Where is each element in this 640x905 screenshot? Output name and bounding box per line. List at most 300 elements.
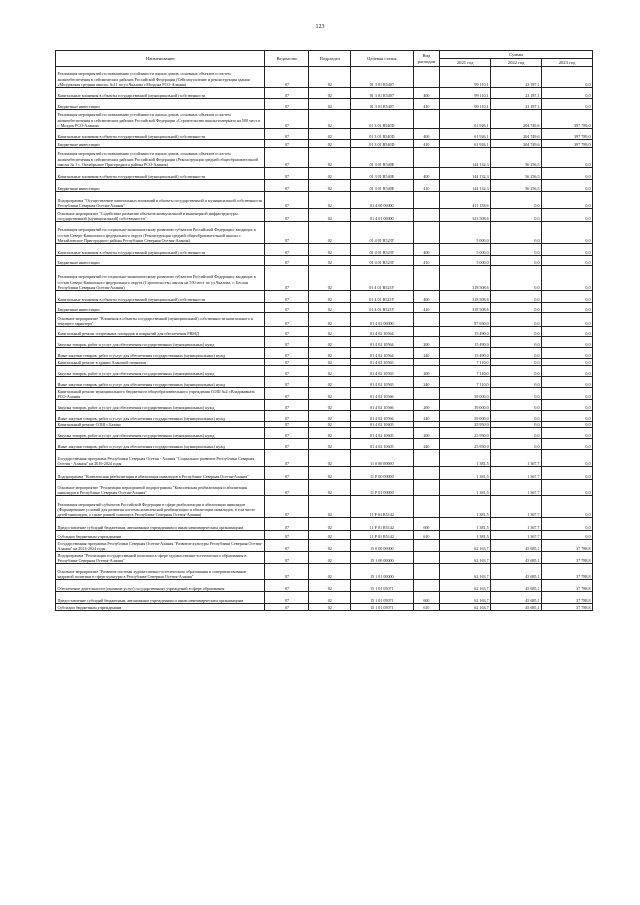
row-sum-2022: 1 367,7 [491,467,542,480]
row-expense-type [413,222,440,244]
row-sum-2023: 0,0 [542,359,593,366]
row-target-article: 01 3 01 R5407 [351,88,413,99]
row-target-article: 11 Р 01 R5142 [351,496,413,518]
row-sum-2022: 56 256,5 [491,148,542,168]
row-expense-type: 240 [413,411,440,422]
row-target-article: 01 3 01 R540D [351,140,413,148]
row-sum-2021: 61 926,1 [440,129,491,140]
row-sum-2021: 1 381,5 [440,450,491,467]
row-subsection: 02 [309,428,351,439]
table-row [56,604,593,611]
row-target-article: 01 4 02 10566 [351,400,413,411]
table-row [56,291,593,303]
row-subsection: 02 [309,192,351,209]
row-sum-2022: 0,0 [491,209,542,222]
row-subsection: 02 [309,377,351,388]
row-subsection: 02 [309,366,351,377]
row-target-article: 01 4 01 R523У [351,291,413,303]
row-name: Бюджетные инвестиции [56,303,265,313]
row-sum-2022: 0,0 [491,359,542,366]
row-subsection: 02 [309,266,351,291]
row-sum-2023: 0,0 [542,222,593,244]
row-sum-2023: 0,0 [542,266,593,291]
row-expense-type [413,110,440,129]
row-sum-2022: 56 256,5 [491,180,542,192]
row-expense-type: 410 [413,99,440,110]
row-target-article: 01 4 02 10566 [351,411,413,422]
row-subsection: 02 [309,388,351,400]
row-sum-2022: 0,0 [491,266,542,291]
row-department: 07 [265,359,309,366]
row-subsection: 02 [309,540,351,552]
row-subsection: 02 [309,439,351,450]
row-department: 07 [265,348,309,359]
row-subsection: 02 [309,88,351,99]
row-sum-2023: 0,0 [542,99,593,110]
row-name: Государственная программа Республики Северная Осетия-Алания "Развитие культуры Республики Северная Осетия-Алания" на 2014-2024 годы [56,540,265,552]
row-sum-2023: 37 788,8 [542,564,593,580]
row-target-article: 01 3 01 R540D [351,129,413,140]
row-sum-2023: 0,0 [542,192,593,209]
row-name: Субсидии бюджетным учреждениям [56,531,265,540]
row-sum-2021: 1 381,5 [440,518,491,531]
row-sum-2022: 0,0 [491,313,542,327]
row-department: 07 [265,327,309,337]
row-department: 07 [265,552,309,564]
row-department: 07 [265,388,309,400]
row-target-article: 15 1 01 05071 [351,580,413,592]
row-name: Реализация мероприятий по социально-экономическому развитию субъектов Российской Федерации, входящих в состав Северо-Кавказского федерального округа (Строительство школы на 550 мест по ул.Чкалова, с. Беслан Республики Северная Осетия-Алания) [56,266,265,291]
row-subsection: 02 [309,422,351,428]
row-sum-2021: 62 163,7 [440,592,491,604]
row-subsection: 02 [309,313,351,327]
row-name: Реализация мероприятий по повышению устойчивости жилых домов, основных объектов и систем жизнеобеспечения в сейсмических районах Российской Федерации (Реконструкция средней общеобразовательной школы № 1 с. Октябрьское Пригородного района РСО-Алания) [56,148,265,168]
row-name: Бюджетные инвестиции [56,256,265,266]
row-expense-type: 240 [413,348,440,359]
row-name: Бюджетные инвестиции [56,140,265,148]
table-row [56,192,593,209]
row-subsection: 02 [309,564,351,580]
row-expense-type [413,67,440,88]
table-row [56,148,593,168]
row-sum-2022: 45 685,1 [491,552,542,564]
row-sum-2023: 0,0 [542,480,593,496]
row-sum-2023: 397 789,0 [542,140,593,148]
row-target-article: 01 4 02 10565 [351,359,413,366]
row-target-article: 11 Р 01 R5142 [351,531,413,540]
row-sum-2023: 0,0 [542,180,593,192]
header-name: Наименование [56,51,265,67]
row-sum-2021: 7 110,0 [440,359,491,366]
row-name: Предоставление субсидий бюджетным, автономным учреждениям и иным некоммерческим организациям [56,592,265,604]
table-row [56,592,593,604]
row-sum-2022: 1 367,7 [491,531,542,540]
table-row [56,439,593,450]
row-sum-2023: 0,0 [542,88,593,99]
row-department: 07 [265,192,309,209]
row-target-article: 01 4 01 R523Т [351,256,413,266]
header-subsection: Подраздел [309,51,351,67]
row-sum-2021: 25 950,0 [440,428,491,439]
row-target-article: 01 4 01 R523Т [351,244,413,256]
row-expense-type: 410 [413,180,440,192]
row-department: 07 [265,337,309,348]
row-expense-type [413,313,440,327]
row-sum-2022: 0,0 [491,388,542,400]
row-subsection: 02 [309,337,351,348]
row-sum-2022: 0,0 [491,291,542,303]
row-target-article: 01 4 02 10605 [351,428,413,439]
row-name: Капитальные вложения в объекты государственной (муниципальной) собственности [56,88,265,99]
row-sum-2022: 0,0 [491,400,542,411]
table-row [56,88,593,99]
row-name: Подпрограмма "Осуществление капитальных вложений в объекты государственной и муниципальной собственности Республики Северная Осетия-Алания" [56,192,265,209]
row-expense-type [413,467,440,480]
row-expense-type [413,580,440,592]
row-sum-2023: 37 788,8 [542,592,593,604]
row-sum-2023: 37 788,8 [542,552,593,564]
table-row [56,168,593,180]
row-expense-type: 410 [413,140,440,148]
row-expense-type [413,552,440,564]
row-department: 07 [265,303,309,313]
row-expense-type: 240 [413,377,440,388]
row-target-article: 01 4 01 00000 [351,209,413,222]
row-sum-2022: 204 749,6 [491,140,542,148]
table-row [56,480,593,496]
row-sum-2023: 0,0 [542,327,593,337]
header-sums: Суммы [440,51,593,59]
row-name: Закупка товаров, работ и услуг для обеспечения государственных (муниципальных) нужд [56,400,265,411]
table-row [56,327,593,337]
row-sum-2023: 0,0 [542,411,593,422]
row-sum-2023: 0,0 [542,467,593,480]
row-subsection: 02 [309,148,351,168]
row-expense-type: 610 [413,604,440,611]
row-sum-2022: 1 367,7 [491,480,542,496]
table-row [56,222,593,244]
row-sum-2021: 144 132,3 [440,148,491,168]
table-row [56,359,593,366]
header-target-article: Целевая статья [351,51,413,67]
row-name: Закупка товаров, работ и услуг для обеспечения государственных (муниципальных) нужд [56,366,265,377]
row-subsection: 02 [309,480,351,496]
row-sum-2021: 323 508,6 [440,209,491,222]
row-name: Капитальный ремонт в здании Аланской гимназии [56,359,265,366]
row-target-article: 11 0 00 00000 [351,450,413,467]
row-target-article: 01 4 00 00000 [351,192,413,209]
table-row [56,244,593,256]
row-sum-2022: 23 187,1 [491,67,542,88]
row-sum-2021: 318 508,6 [440,291,491,303]
row-department: 07 [265,67,309,88]
row-subsection: 02 [309,450,351,467]
table-row [56,129,593,140]
row-name: Капитальный ремонт СОШ с.Батако [56,422,265,428]
table-row [56,580,593,592]
row-expense-type: 200 [413,337,440,348]
row-sum-2021: 7 110,0 [440,366,491,377]
row-sum-2023: 0,0 [542,531,593,540]
row-subsection: 02 [309,359,351,366]
row-department: 07 [265,110,309,129]
row-sum-2022: 0,0 [491,303,542,313]
row-sum-2022: 1 367,7 [491,450,542,467]
row-expense-type: 200 [413,366,440,377]
row-sum-2023: 0,0 [542,366,593,377]
row-subsection: 02 [309,327,351,337]
row-name: Капитальные вложения в объекты государственной (муниципальной) собственности [56,168,265,180]
row-sum-2022: 0,0 [491,348,542,359]
row-name: Реализация мероприятий по повышению устойчивости жилых домов, основных объектов и систем жизнеобеспечения в сейсмических районах Российской Федерации «Строительство школы-интерната на 500 мест в г. Моздок РСО-Алания» [56,110,265,129]
row-sum-2022: 204 749,6 [491,129,542,140]
row-subsection: 02 [309,348,351,359]
row-expense-type: 400 [413,88,440,99]
row-sum-2021: 39 000,0 [440,388,491,400]
row-subsection: 02 [309,592,351,604]
row-department: 07 [265,428,309,439]
row-name: Капитальные вложения в объекты государственной (муниципальной) собственности [56,129,265,140]
row-expense-type: 200 [413,400,440,411]
row-sum-2022: 0,0 [491,439,542,450]
row-target-article: 15 1 01 05071 [351,592,413,604]
row-department: 07 [265,99,309,110]
row-department: 07 [265,496,309,518]
row-sum-2023: 0,0 [542,348,593,359]
row-sum-2021: 15 490,0 [440,348,491,359]
row-department: 07 [265,439,309,450]
row-expense-type: 410 [413,303,440,313]
row-name: Реализация мероприятий по социально-экономическому развитию субъектов Российской Федерации, входящих в состав Северо-Кавказского федерального округа (Реконструкция средней общеобразовательной школы с. Михайловское Пригородного района Республики Северная Осетия-Алания) [56,222,265,244]
row-name: Государственная программа Республики Северная Осетия - Алания "Социальное развитие Республики Северная Осетия - Алания" на 2016-2024 годы [56,450,265,467]
row-sum-2022: 0,0 [491,256,542,266]
row-name: Капитальный ремонт муниципального бюджетного общеобразовательного учреждения СОШ №2 г.Владикавказа РСО-Алания [56,388,265,400]
row-target-article: 11 Р 01 R5142 [351,518,413,531]
row-name: Бюджетные инвестиции [56,180,265,192]
row-sum-2023: 0,0 [542,291,593,303]
row-subsection: 02 [309,467,351,480]
row-name: Основное мероприятие "Реализация мероприятий подпрограммы "Комплексная реабилитация и абилитация инвалидов в Республике Северная Осетия-Алания" [56,480,265,496]
table-row [56,428,593,439]
row-target-article: 01 4 02 10565 [351,377,413,388]
row-expense-type: 240 [413,439,440,450]
row-target-article: 11 Р 00 00000 [351,467,413,480]
row-sum-2022: 0,0 [491,244,542,256]
row-department: 07 [265,222,309,244]
page-number: 123 [315,24,325,30]
row-expense-type [413,209,440,222]
row-target-article: 11 Р 01 00000 [351,480,413,496]
row-sum-2021: 62 163,7 [440,540,491,552]
row-subsection: 02 [309,303,351,313]
row-sum-2021: 25 950,0 [440,439,491,450]
row-expense-type [413,540,440,552]
row-sum-2023: 0,0 [542,518,593,531]
row-sum-2023: 0,0 [542,337,593,348]
row-department: 07 [265,266,309,291]
header-expense-type: Вид расходов [413,51,440,67]
row-sum-2023: 0,0 [542,496,593,518]
row-expense-type [413,564,440,580]
row-target-article: 01 4 02 10605 [351,422,413,428]
row-sum-2023: 0,0 [542,303,593,313]
row-sum-2023: 397 789,0 [542,110,593,129]
row-sum-2023: 0,0 [542,244,593,256]
row-department: 07 [265,411,309,422]
table-row [56,337,593,348]
row-sum-2022: 0,0 [491,327,542,337]
row-target-article: 15 0 00 00000 [351,540,413,552]
row-expense-type: 400 [413,168,440,180]
table-row [56,496,593,518]
row-target-article: 15 1 01 05071 [351,604,413,611]
row-department: 07 [265,467,309,480]
row-sum-2021: 99 110,1 [440,88,491,99]
row-sum-2021: 61 926,1 [440,110,491,129]
row-sum-2022: 45 685,1 [491,580,542,592]
table-row [56,518,593,531]
row-department: 07 [265,564,309,580]
row-sum-2021: 87 650,0 [440,313,491,327]
row-department: 07 [265,140,309,148]
row-sum-2021: 5 000,0 [440,244,491,256]
row-sum-2022: 0,0 [491,366,542,377]
table-row [56,564,593,580]
row-subsection: 02 [309,99,351,110]
row-subsection: 02 [309,168,351,180]
row-name: Закупка товаров, работ и услуг для обеспечения государственных (муниципальных) нужд [56,337,265,348]
row-sum-2022: 0,0 [491,411,542,422]
row-sum-2021: 318 508,6 [440,303,491,313]
row-sum-2022: 45 685,1 [491,592,542,604]
row-sum-2021: 411 158,6 [440,192,491,209]
table-row [56,67,593,88]
row-sum-2021: 62 163,7 [440,552,491,564]
table-row [56,99,593,110]
row-name: Закупка товаров, работ и услуг для обеспечения государственных (муниципальных) нужд [56,428,265,439]
row-expense-type [413,359,440,366]
row-expense-type: 400 [413,244,440,256]
header-department: Ведомство [265,51,309,67]
row-subsection: 02 [309,518,351,531]
row-sum-2022: 0,0 [491,337,542,348]
row-subsection: 02 [309,291,351,303]
row-sum-2021: 1 381,5 [440,467,491,480]
row-sum-2021: 99 110,1 [440,67,491,88]
table-row [56,450,593,467]
row-sum-2023: 0,0 [542,256,593,266]
table-row [56,388,593,400]
row-sum-2021: 15 490,0 [440,337,491,348]
row-sum-2021: 62 163,7 [440,564,491,580]
row-target-article: 01 4 01 R523У [351,266,413,291]
row-sum-2023: 0,0 [542,209,593,222]
row-subsection: 02 [309,209,351,222]
row-department: 07 [265,400,309,411]
row-sum-2023: 0,0 [542,67,593,88]
row-department: 07 [265,129,309,140]
row-sum-2021: 39 000,0 [440,411,491,422]
row-subsection: 02 [309,531,351,540]
row-name: Субсидии бюджетным учреждениям [56,604,265,611]
row-sum-2022: 45 685,1 [491,540,542,552]
row-sum-2023: 37 788,8 [542,580,593,592]
row-name: Капитальный ремонт спортивных площадок и покрытий для обеспечения РВМД [56,327,265,337]
row-sum-2022: 45 685,1 [491,604,542,611]
row-sum-2021: 1 381,5 [440,480,491,496]
row-sum-2023: 0,0 [542,148,593,168]
row-expense-type [413,450,440,467]
row-subsection: 02 [309,552,351,564]
table-row [56,348,593,359]
row-sum-2023: 0,0 [542,388,593,400]
row-target-article: 01 3 01 R540E [351,148,413,168]
row-name: Иные закупки товаров, работ и услуг для обеспечения государственных (муниципальных) нужд [56,377,265,388]
header-year-2022: 2022 год [491,59,542,67]
table-row [56,110,593,129]
row-department: 07 [265,604,309,611]
row-name: Бюджетные инвестиции [56,99,265,110]
row-sum-2021: 144 132,3 [440,168,491,180]
row-sum-2021: 61 926,1 [440,140,491,148]
row-sum-2022: 0,0 [491,422,542,428]
row-sum-2021: 99 110,1 [440,99,491,110]
table-row [56,377,593,388]
row-department: 07 [265,377,309,388]
row-department: 07 [265,291,309,303]
row-department: 07 [265,244,309,256]
row-name: Капитальные вложения в объекты государственной (муниципальной) собственности [56,291,265,303]
row-name: Основное мероприятие "Развитие системы художественно-эстетического образования и совершенствование кадровой политики в сфере культуры в Республике Северная Осетия-Алания" [56,564,265,580]
row-sum-2022: 204 749,6 [491,110,542,129]
row-sum-2022: 0,0 [491,428,542,439]
row-sum-2023: 0,0 [542,400,593,411]
row-name: Иные закупки товаров, работ и услуг для обеспечения государственных (муниципальных) нужд [56,348,265,359]
row-subsection: 02 [309,110,351,129]
row-sum-2022: 0,0 [491,192,542,209]
header-year-2023: 2023 год [542,59,593,67]
row-expense-type [413,388,440,400]
row-expense-type: 200 [413,428,440,439]
row-department: 07 [265,148,309,168]
row-target-article: 01 4 02 10564 [351,348,413,359]
row-sum-2022: 1 367,7 [491,518,542,531]
row-sum-2021: 25 950,0 [440,422,491,428]
row-name: Реализация мероприятий по повышению устойчивости жилых домов, основных объектов и систем жизнеобеспечения в сейсмических районах Российской Федерации (Сейсмоусиление и реконструкция здания «Моздокская средняя школа» №11 по ул.Чкалова г.Моздока РСО-Алания) [56,67,265,88]
row-sum-2021: 144 132,3 [440,180,491,192]
row-department: 07 [265,480,309,496]
row-expense-type [413,266,440,291]
table-row [56,540,593,552]
row-target-article: 01 3 01 R5407 [351,99,413,110]
row-sum-2021: 5 000,0 [440,222,491,244]
row-target-article: 01 4 02 00000 [351,313,413,327]
row-sum-2021: 62 163,7 [440,604,491,611]
table-row [56,209,593,222]
row-sum-2023: 37 788,8 [542,540,593,552]
row-department: 07 [265,518,309,531]
row-subsection: 02 [309,140,351,148]
row-subsection: 02 [309,244,351,256]
row-department: 07 [265,313,309,327]
row-subsection: 02 [309,67,351,88]
row-target-article: 01 4 02 10566 [351,388,413,400]
row-subsection: 02 [309,411,351,422]
row-expense-type: 410 [413,256,440,266]
row-name: Иные закупки товаров, работ и услуг для обеспечения государственных (муниципальных) нужд [56,411,265,422]
row-name: Иные закупки товаров, работ и услуг для обеспечения государственных (муниципальных) нужд [56,439,265,450]
row-department: 07 [265,168,309,180]
